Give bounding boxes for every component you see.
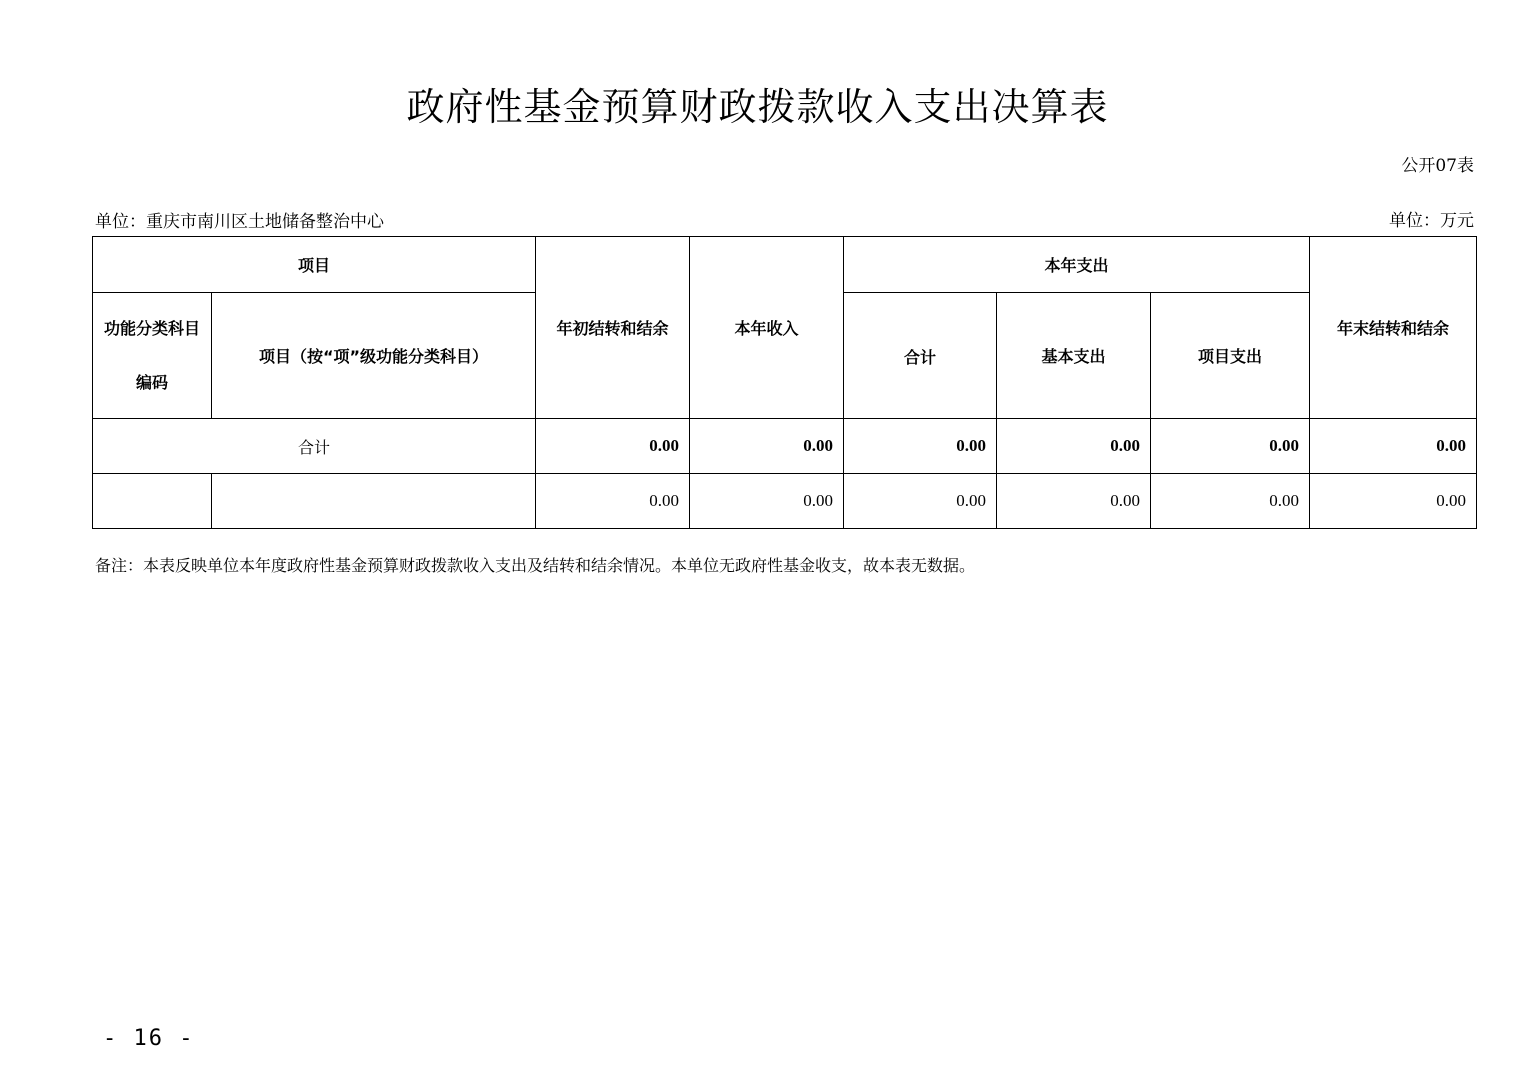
header-project-name: 项目（按“项”级功能分类科目） bbox=[212, 293, 536, 419]
table-code: 公开07表 bbox=[1401, 156, 1474, 176]
budget-table bbox=[92, 236, 1477, 529]
header-exp-basic: 基本支出 bbox=[997, 293, 1151, 419]
row-exp-basic: 0.00 bbox=[997, 474, 1151, 529]
total-exp-project: 0.00 bbox=[1151, 419, 1310, 474]
total-exp-basic: 0.00 bbox=[997, 419, 1151, 474]
report-title: 政府性基金预算财政拨款收入支出决算表 bbox=[406, 85, 1109, 129]
header-exp-project: 项目支出 bbox=[1151, 293, 1310, 419]
header-project: 项目 bbox=[93, 237, 536, 293]
header-func-code bbox=[93, 293, 212, 419]
header-func-code-line1: 功能分类科目 bbox=[103, 318, 200, 338]
total-label: 合计 bbox=[93, 419, 536, 474]
unit-organization: 单位：重庆市南川区土地储备整治中心 bbox=[95, 212, 384, 232]
row-end-balance: 0.00 bbox=[1310, 474, 1477, 529]
row-exp-project: 0.00 bbox=[1151, 474, 1310, 529]
page-number: - 16 - bbox=[103, 1026, 195, 1051]
header-exp-total: 合计 bbox=[844, 293, 997, 419]
footnote: 备注：本表反映单位本年度政府性基金预算财政拨款收入支出及结转和结余情况。本单位无政府性基金收支，故本表无数据。 bbox=[95, 556, 976, 575]
unit-currency: 单位：万元 bbox=[1389, 211, 1474, 231]
total-begin-balance: 0.00 bbox=[536, 419, 690, 474]
row-exp-total: 0.00 bbox=[844, 474, 997, 529]
row-income: 0.00 bbox=[690, 474, 844, 529]
total-income: 0.00 bbox=[690, 419, 844, 474]
header-row-1 bbox=[93, 237, 1477, 293]
total-row bbox=[93, 419, 1477, 474]
header-expenditure: 本年支出 bbox=[844, 237, 1310, 293]
header-income: 本年收入 bbox=[690, 237, 844, 419]
total-exp-total: 0.00 bbox=[844, 419, 997, 474]
header-end-balance: 年末结转和结余 bbox=[1310, 237, 1477, 419]
row-begin-balance: 0.00 bbox=[536, 474, 690, 529]
total-end-balance: 0.00 bbox=[1310, 419, 1477, 474]
row-code bbox=[93, 474, 212, 529]
row-name bbox=[212, 474, 536, 529]
header-begin-balance: 年初结转和结余 bbox=[536, 237, 690, 419]
header-func-code-line2: 编码 bbox=[135, 372, 168, 392]
table-row bbox=[93, 474, 1477, 529]
